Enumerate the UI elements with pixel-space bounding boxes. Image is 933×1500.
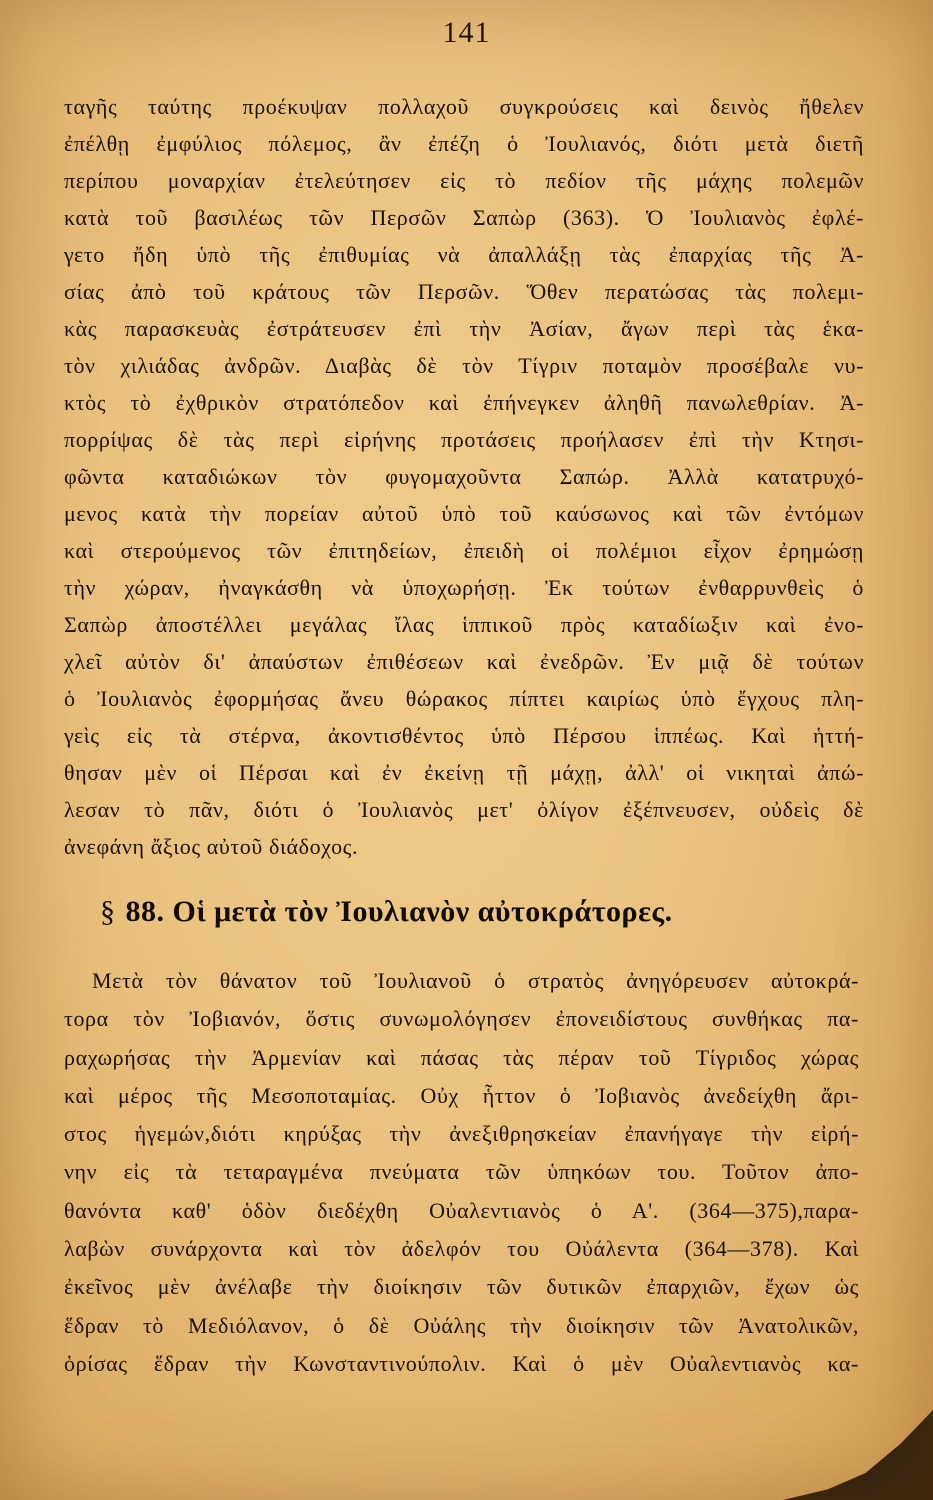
text-line: περίπου μοναρχίαν ἐτελεύτησεν εἰς τὸ πεδίον τῆς μάχης πολεμῶν: [64, 168, 864, 193]
text-line: νην εἰς τὰ τεταραγμένα πνεύματα τῶν ὑπηκόων του. Τοῦτον ἀπο-: [64, 1159, 859, 1185]
text-line: γετο ἤδη ὑπὸ τῆς ἐπιθυμίας νὰ ἀπαλλάξῃ τὰς ἐπαρχίας τῆς Ἀ-: [64, 242, 864, 267]
text-line: φῶντα καταδιώκων τὸν φυγομαχοῦντα Σαπώρ. Ἀλλὰ κατατρυχό-: [64, 464, 864, 489]
paragraph-1: [64, 88, 864, 865]
text-line: ραχωρήσας τὴν Ἀρμενίαν καὶ πάσας τὰς πέραν τοῦ Τίγριδος χώρας: [64, 1044, 859, 1070]
text-line: ὁ Ἰουλιανὸς ἐφορμήσας ἄνευ θώρακος πίπτει καιρίως ὑπὸ ἔγχους πλη-: [64, 686, 864, 711]
page-number: 141: [442, 16, 491, 49]
text-line: τὴν χώραν, ἠναγκάσθη νὰ ὑποχωρήσῃ. Ἐκ τούτων ἐνθαρρυνθεὶς ὁ: [64, 575, 864, 600]
text-line: Μετὰ τὸν θάνατον τοῦ Ἰουλιανοῦ ὁ στρατὸς ἀνηγόρευσεν αὐτοκρά-: [92, 968, 859, 993]
section-symbol: §: [100, 895, 116, 928]
text-line: σίας ἀπὸ τοῦ κράτους τῶν Περσῶν. Ὅθεν περατώσας τὰς πολεμι-: [64, 279, 864, 304]
text-line: τορα τὸν Ἰοβιανόν, ὅστις συνωμολόγησεν ἐπονειδίστους συνθήκας πα-: [64, 1006, 859, 1032]
text-line: λαβὼν συνάρχοντα καὶ τὸν ἀδελφόν του Οὐάλεντα (364—378). Καὶ: [64, 1236, 859, 1262]
text-line: θανόντα καθ' ὁδὸν διεδέχθη Οὐαλεντιανὸς ὁ Α'. (364—375),παρα-: [64, 1197, 859, 1223]
text-line: Σαπὼρ ἀποστέλλει μεγάλας ἴλας ἱππικοῦ πρὸς καταδίωξιν καὶ ἐνο-: [64, 612, 864, 637]
text-line: ἕδραν τὸ Μεδιόλανον, ὁ δὲ Οὐάλης τὴν διοίκησιν τῶν Ἀνατολικῶν,: [64, 1312, 859, 1338]
text-line: μενος κατὰ τὴν πορείαν αὐτοῦ ὑπὸ τοῦ καύσωνος καὶ τῶν ἐντόμων: [64, 501, 864, 526]
text-line: ὁρίσας ἕδραν τὴν Κωνσταντινούπολιν. Καὶ ὁ μὲν Οὐαλεντιανὸς κα-: [64, 1350, 859, 1376]
paragraph-2: [64, 962, 859, 1383]
text-line: ἐκεῖνος μὲν ἀνέλαβε τὴν διοίκησιν τῶν δυτικῶν ἐπαρχιῶν, ἔχων ὡς: [64, 1274, 859, 1300]
text-line: κτὸς τὸ ἐχθρικὸν στρατόπεδον καὶ ἐπήνεγκεν ἀληθῆ πανωλεθρίαν. Ἀ-: [64, 390, 864, 415]
text-line: καὶ στερούμενος τῶν ἐπιτηδείων, ἐπειδὴ οἱ πολέμιοι εἶχον ἐρημώσῃ: [64, 538, 864, 563]
text-line: ἀνεφάνη ἄξιος αὐτοῦ διάδοχος.: [64, 834, 359, 859]
text-line: κατὰ τοῦ βασιλέως τῶν Περσῶν Σαπὼρ (363). Ὁ Ἰουλιανὸς ἐφλέ-: [64, 205, 864, 230]
text-line: ταγῆς ταύτης προέκυψαν πολλαχοῦ συγκρούσεις καὶ δεινὸς ἤθελεν: [64, 94, 864, 119]
text-line: γεὶς εἰς τὰ στέρνα, ἀκοντισθέντος ὑπὸ Πέρσου ἱππέως. Καὶ ἡττή-: [64, 723, 864, 748]
section-number: 88.: [125, 895, 165, 928]
text-line: στος ἡγεμών,διότι κηρύξας τὴν ἀνεξιθρησκείαν ἐπανήγαγε τὴν εἰρή-: [64, 1121, 859, 1147]
section-title: Οἱ μετὰ τὸν Ἰουλιανὸν αὐτοκράτορες.: [172, 895, 673, 928]
text-line: κὰς παρασκευὰς ἐστράτευσεν ἐπὶ τὴν Ἀσίαν, ἄγων περὶ τὰς ἑκα-: [64, 316, 864, 341]
text-line: θησαν μὲν οἱ Πέρσαι καὶ ἐν ἐκείνῃ τῇ μάχῃ, ἀλλ' οἱ νικηταὶ ἀπώ-: [64, 760, 864, 785]
text-line: λεσαν τὸ πᾶν, διότι ὁ Ἰουλιανὸς μετ' ὀλίγον ἐξέπνευσεν, οὐδεὶς δὲ: [64, 797, 864, 822]
text-line: ἐπέλθῃ ἐμφύλιος πόλεμος, ἂν ἐπέζη ὁ Ἰουλιανός, διότι μετὰ διετῆ: [64, 131, 864, 156]
section-heading: [100, 895, 880, 929]
text-line: πορρίψας δὲ τὰς περὶ εἰρήνης προτάσεις προήλασεν ἐπὶ τὴν Κτησι-: [64, 427, 864, 452]
torn-page-corner: [783, 1410, 933, 1500]
text-line: καὶ μέρος τῆς Μεσοποταμίας. Οὐχ ἧττον ὁ Ἰοβιανὸς ἀνεδείχθη ἄρι-: [64, 1082, 859, 1108]
text-line: τὸν χιλιάδας ἀνδρῶν. Διαβὰς δὲ τὸν Τίγριν ποταμὸν προσέβαλε νυ-: [64, 353, 864, 378]
text-line: χλεῖ αὐτὸν δι' ἀπαύστων ἐπιθέσεων καὶ ἐνεδρῶν. Ἐν μιᾷ δὲ τούτων: [64, 649, 864, 674]
